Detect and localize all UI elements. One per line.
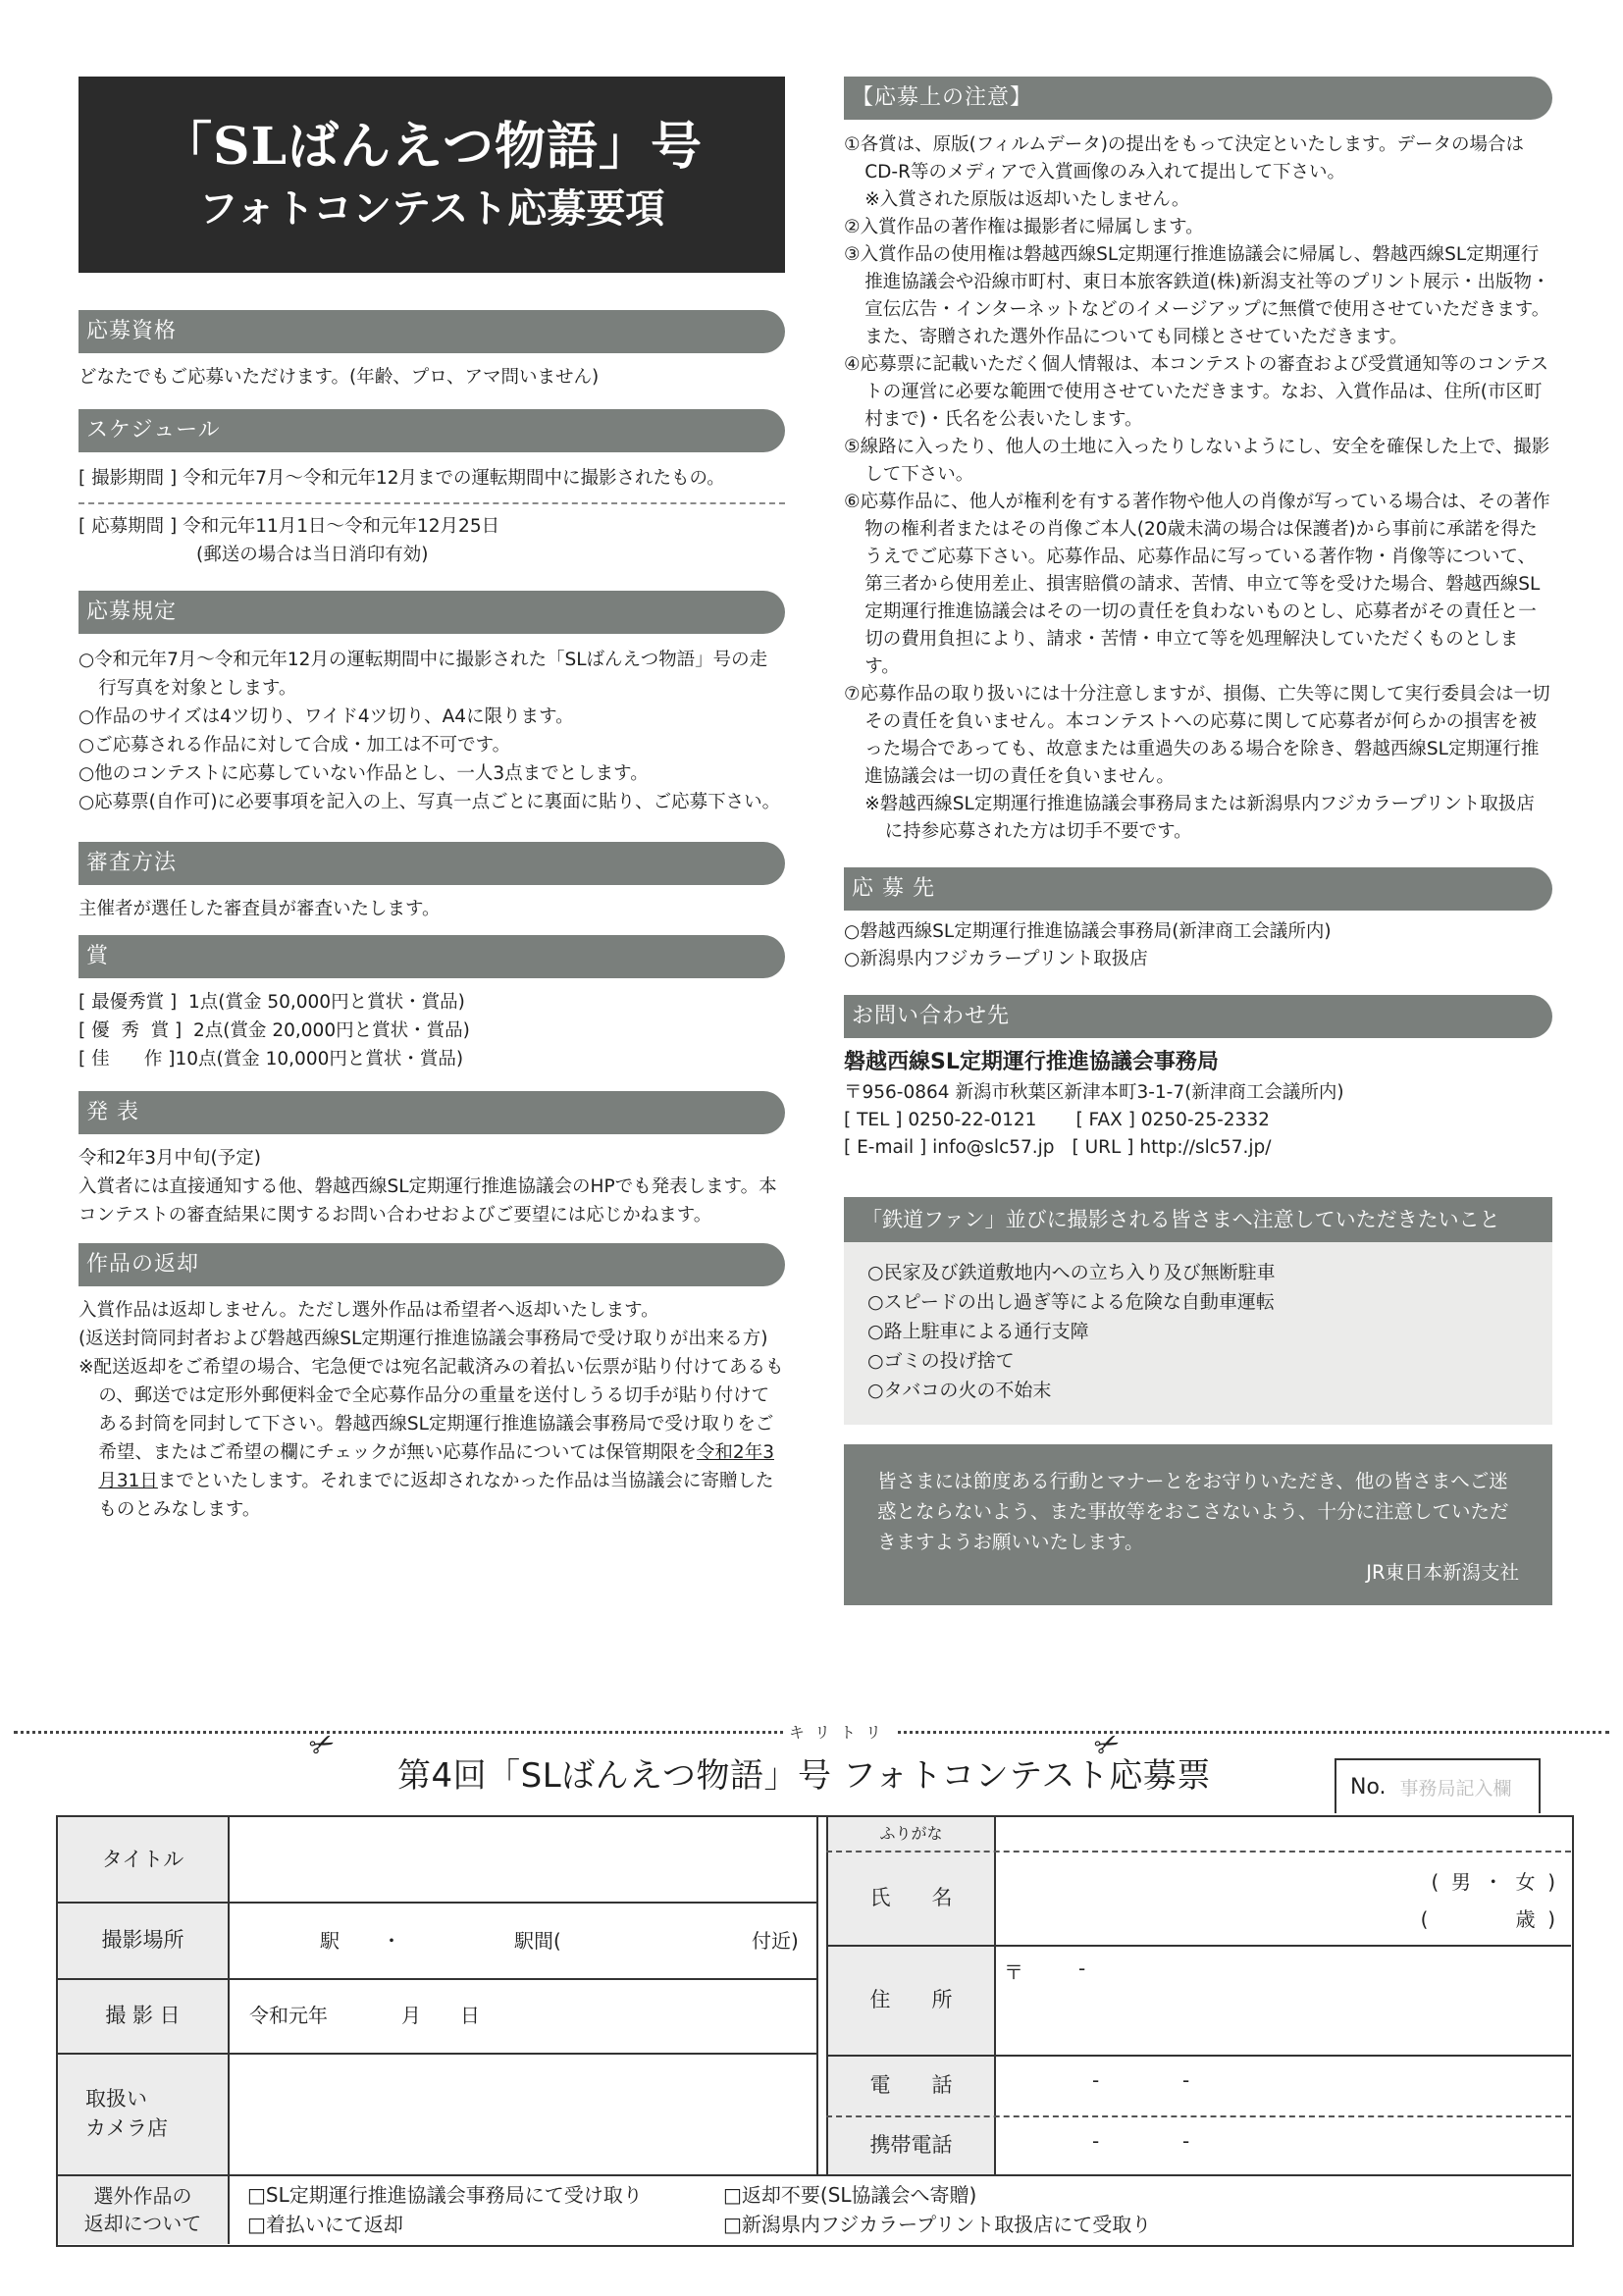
prize-value: 2点(賞金 20,000円と賞状・賞品) [182, 1020, 470, 1041]
manners-box [844, 1444, 1552, 1605]
dashed-grid-line [826, 2115, 1571, 2117]
phone-dash: - [1092, 2068, 1100, 2092]
location-between-label: 駅間( [514, 1929, 561, 1953]
grid-line [826, 1945, 1571, 1947]
mobile-dash: - [1182, 2129, 1190, 2153]
label-furigana: ふりがな [828, 1817, 994, 1851]
announcement-date: 令和2年3月中旬(予定) [79, 1148, 261, 1169]
dashed-grid-line [826, 1851, 1571, 1852]
section-heading-eligibility: 応募資格 [79, 310, 785, 353]
camera-shop-input[interactable] [230, 2053, 816, 2174]
dashed-divider [79, 502, 785, 504]
mobile-input[interactable] [996, 2115, 1571, 2174]
address-input[interactable] [996, 1945, 1571, 2055]
schedule-entry-note: (郵送の場合は当日消印有効) [196, 545, 429, 565]
schedule-entry-label: [ 応募期間 ] [79, 516, 178, 537]
label-mobile: 携帯電話 [828, 2115, 994, 2174]
contact-org: 磐越西線SL定期運行推進協議会事務局 [844, 1050, 1219, 1074]
prize-label: [ 佳 作 ] [79, 1049, 176, 1070]
postal-dash: - [1078, 1957, 1086, 1980]
note-item: ⑥応募作品に、他人が権利を有する著作物や他人の肖像が写っている場合は、その著作物の権利者またはその肖像ご本人(20歳未満の場合は保護者)から事前に承諾を得たうえでご応募下さい。応募作品、応募作品に写っている著作物・肖像等について、第三者から使用差止、損害賠償の請求、苦情、申立て等を受けた場合、磐越西線SL定期運行推進協議会はその一切の責任を負わないものとし、応募者がその責任と一切の費用負担により、請求・苦情・申立て等を処理解決していただくものとします。 [844, 492, 1550, 677]
label-address: 住 所 [828, 1945, 994, 2055]
notes-list [844, 131, 1552, 846]
phone-input[interactable] [996, 2055, 1571, 2115]
grid-line [58, 1978, 816, 1980]
schedule-shooting-value: 令和元年7月～令和元年12月までの運転期間中に撮影されたもの。 [183, 468, 725, 489]
return-option-cod[interactable]: □着払いにて返却 [247, 2213, 403, 2236]
note-item: ④応募票に記載いただく個人情報は、本コンテストの審査および受賞通知等のコンテストの運営に必要な範囲で使用させていただきます。なお、入賞作品は、住所(市区町村まで)・氏名を公表いたします。 [844, 354, 1549, 430]
section-heading-schedule: スケジュール [79, 409, 785, 452]
label-phone: 電 話 [828, 2055, 994, 2115]
manners-signature: JR東日本新潟支社 [1366, 1561, 1519, 1584]
url-label: [ URL ] [1072, 1137, 1134, 1158]
scissors-icon: ✂ [303, 1724, 341, 1766]
grid-line [826, 2055, 1571, 2057]
prize-label: [ 最優秀賞 ] [79, 992, 178, 1013]
tel-value: 0250-22-0121 [908, 1110, 1037, 1130]
label-return: 選外作品の 返却について [58, 2174, 228, 2244]
mobile-dash: - [1092, 2129, 1100, 2153]
grid-line [58, 2053, 816, 2055]
title-main: 「SLばんえつ物語」号 [160, 116, 704, 177]
section-heading-announcement: 発 表 [79, 1091, 785, 1134]
location-station-label: 駅 [320, 1929, 340, 1953]
return-options [230, 2174, 1571, 2244]
fan-notice-box [844, 1197, 1552, 1425]
return-option-donate[interactable]: □返却不要(SL協議会へ寄贈) [723, 2183, 977, 2207]
fan-notice-item: ○タバコの火の不始末 [867, 1380, 1052, 1401]
fax-value: 0250-25-2332 [1140, 1110, 1270, 1130]
rules-item: ○令和元年7月～令和元年12月の運転期間中に撮影された「SLばんえつ物語」号の走行写真を対象とします。 [79, 650, 768, 699]
label-date: 撮 影 日 [58, 1978, 228, 2053]
rules-item: ○作品のサイズは4ツ切り、ワイド4ツ切り、A4に限ります。 [79, 706, 574, 727]
submit-to-item: ○磐越西線SL定期運行推進協議会事務局(新津商工会議所内) [844, 921, 1332, 942]
return-note-before: ※配送返却をご希望の場合、宅急便では宛名記載済みの着払い伝票が貼り付けてあるもの、郵送では定形外郵便料金で全応募作品分の重量を送付しうる切手が貼り付けてある封筒を同封して下さい。磐越西線SL定期運行推進協議会事務局で受け取りをご希望、またはご希望の欄にチェックが無い応募作品については保管期限を [79, 1357, 784, 1463]
fan-notice-item: ○民家及び鉄道敷地内への立ち入り及び無断駐車 [867, 1262, 1276, 1283]
postal-mark: 〒 [1004, 1960, 1023, 1984]
rules-item: ○応募票(自作可)に必要事項を記入の上、写真一点ごとに裏面に貼り、ご応募下さい。 [79, 792, 781, 812]
date-era-label: 令和元年 [249, 2004, 328, 2027]
entry-number-hint: 事務局記入欄 [1399, 1777, 1512, 1800]
section-heading-rules: 応募規定 [79, 591, 785, 634]
schedule-entry [79, 512, 785, 569]
section-heading-submit-to: 応 募 先 [844, 867, 1552, 911]
judging-text: 主催者が選任した審査員が審査いたします。 [79, 899, 441, 919]
title-banner [79, 77, 785, 273]
grid-line [994, 1817, 996, 2174]
schedule-entry-value: 令和元年11月1日～令和元年12月25日 [183, 516, 500, 537]
cut-line [0, 1722, 1623, 1766]
return-line1: 入賞作品は返却しません。ただし選外作品は希望者へ返却いたします。 [79, 1300, 659, 1321]
note-item: ⑤線路に入ったり、他人の土地に入ったりしないようにし、安全を確保した上で、撮影して下さい。 [844, 437, 1550, 485]
gender-options: ( 男 ・ 女 ) [1431, 1870, 1555, 1894]
prize-label: [ 優 秀 賞 ] [79, 1020, 183, 1041]
prize-row [79, 1017, 785, 1045]
location-near-label: 付近) [752, 1929, 799, 1953]
email-label: [ E-mail ] [844, 1137, 927, 1158]
prizes-list [79, 988, 785, 1073]
return-body [79, 1296, 785, 1524]
rules-item: ○ご応募される作品に対して合成・加工は不可です。 [79, 735, 511, 756]
left-column [79, 77, 785, 1524]
label-location: 撮影場所 [58, 1902, 228, 1978]
fan-notice-item: ○スピードの出し過ぎ等による危険な自動車運転 [867, 1291, 1275, 1313]
form-title: 第4回「SLばんえつ物語」号 フォトコンテスト応募票 [397, 1756, 1211, 1796]
rules-list [79, 646, 785, 816]
fan-notice-heading: 「鉄道ファン」並びに撮影される皆さまへ注意していただきたいこと [844, 1197, 1552, 1242]
submit-to-item: ○新潟県内フジカラープリント取扱店 [844, 949, 1148, 969]
title-sub: フォトコンテスト応募要項 [198, 186, 665, 233]
return-line2: (返送封筒同封者および磐越西線SL定期運行推進協議会事務局で受け取りが出来る方) [79, 1329, 768, 1349]
entry-form-table [56, 1815, 1574, 2247]
label-camera-shop: 取扱い カメラ店 [58, 2053, 228, 2174]
note-subitem: ※磐越西線SL定期運行推進協議会事務局または新潟県内フジカラープリント取扱店に持参応募された方は切手不要です。 [864, 794, 1535, 842]
grid-line [826, 1817, 828, 2174]
phone-dash: - [1182, 2068, 1190, 2092]
submit-to-list [844, 918, 1552, 973]
location-dot: ・ [382, 1929, 401, 1953]
date-day-label: 日 [460, 2004, 480, 2027]
age-field: ( 歳 ) [1420, 1907, 1555, 1931]
note-item: ⑦応募作品の取り扱いには十分注意しますが、損傷、亡失等に関して実行委員会は一切その責任を負いません。本コンテストへの応募に関して応募者が何らかの損害を被った場合であっても、故意または重過失のある場合を除き、磐越西線SL定期運行推進協議会は一切の責任を負いません。 [844, 684, 1550, 787]
grid-line [58, 1902, 816, 1904]
url-link[interactable]: http://slc57.jp/ [1139, 1137, 1272, 1158]
contact-tel-fax [844, 1107, 1552, 1134]
section-heading-notes: 【応募上の注意】 [844, 77, 1552, 120]
note-item: ①各賞は、原版(フィルムデータ)の提出をもって決定といたします。データの場合はCD-R等のメディアで入賞画像のみ入れて提出して下さい。 [844, 134, 1524, 183]
contact-email-url [844, 1134, 1552, 1162]
email-link[interactable]: info@slc57.jp [932, 1137, 1055, 1158]
date-input[interactable] [230, 1978, 816, 2053]
right-column [844, 77, 1552, 1605]
section-heading-judging: 審査方法 [79, 842, 785, 885]
return-note-deadline: 令和2年3月31日 [98, 1442, 774, 1491]
return-option-fujicolor[interactable]: □新潟県内フジカラープリント取扱店にて受取り [723, 2213, 1152, 2236]
rules-item: ○他のコンテストに応募していない作品とし、一人3点までとします。 [79, 763, 649, 784]
announcement-body [79, 1144, 785, 1229]
prize-value: 1点(賞金 50,000円と賞状・賞品) [177, 992, 465, 1013]
fax-label: [ FAX ] [1075, 1110, 1135, 1130]
note-item: ③入賞作品の使用権は磐越西線SL定期運行推進協議会に帰属し、磐越西線SL定期運行推進協議会や沿線市町村、東日本旅客鉄道(株)新潟支社等のプリント展示・出版物・宣伝広告・インターネットなどのイメージアップに無償で使用させていただきます。また、寄贈された選外作品についても同様とさせていただきます。 [844, 244, 1550, 347]
label-name: 氏 名 [828, 1851, 994, 1945]
grid-line [228, 1817, 230, 2244]
prize-row [79, 1045, 785, 1073]
furigana-input[interactable] [996, 1817, 1571, 1851]
tel-label: [ TEL ] [844, 1110, 903, 1130]
contact-block [844, 1046, 1552, 1162]
return-note [79, 1353, 785, 1524]
section-heading-prizes: 賞 [79, 935, 785, 978]
fan-notice-item: ○路上駐車による通行支障 [867, 1321, 1089, 1342]
grid-line [58, 2174, 1571, 2176]
section-heading-contact: お問い合わせ先 [844, 995, 1552, 1038]
schedule-shooting-label: [ 撮影期間 ] [79, 468, 178, 489]
announcement-text: 入賞者には直接通知する他、磐越西線SL定期運行推進協議会のHPでも発表します。本コンテストの審査結果に関するお問い合わせおよびご要望には応じかねます。 [79, 1176, 777, 1226]
note-subitem: ※入賞された原版は返却いたしません。 [864, 189, 1190, 210]
cut-line-label: キリトリ [785, 1720, 895, 1743]
return-note-after: までといたします。それまでに返却されなかった作品は当協議会に寄贈したものとみなします。 [98, 1471, 774, 1520]
scissors-icon: ✂ [1088, 1724, 1126, 1766]
label-title: タイトル [58, 1817, 228, 1902]
entry-number-box [1335, 1758, 1541, 1813]
note-item: ②入賞作品の著作権は撮影者に帰属します。 [844, 217, 1204, 237]
name-input[interactable] [996, 1851, 1571, 1945]
fan-notice-list [844, 1242, 1552, 1425]
section-heading-return: 作品の返却 [79, 1243, 785, 1286]
return-option-office[interactable]: □SL定期運行推進協議会事務局にて受け取り [247, 2183, 643, 2207]
schedule-shooting [79, 464, 785, 493]
contact-address: 〒956-0864 新潟市秋葉区新津本町3-1-7(新津商工会議所内) [844, 1082, 1344, 1103]
entry-number-label: No. [1350, 1774, 1387, 1800]
prize-row [79, 988, 785, 1017]
location-input[interactable] [230, 1902, 816, 1978]
date-month-label: 月 [401, 2004, 421, 2027]
manners-text: 皆さまには節度ある行動とマナーとをお守りいただき、他の皆さまへご迷惑とならないよう、また事故等をおこさないよう、十分に注意していただきますようお願いいたします。 [877, 1470, 1509, 1553]
grid-line [816, 1817, 818, 2174]
prize-value: 10点(賞金 10,000円と賞状・賞品) [175, 1049, 464, 1070]
eligibility-text: どなたでもご応募いただけます。(年齢、プロ、アマ問いません) [79, 367, 600, 388]
title-input[interactable] [230, 1817, 816, 1902]
fan-notice-item: ○ゴミの投げ捨て [867, 1350, 1015, 1372]
